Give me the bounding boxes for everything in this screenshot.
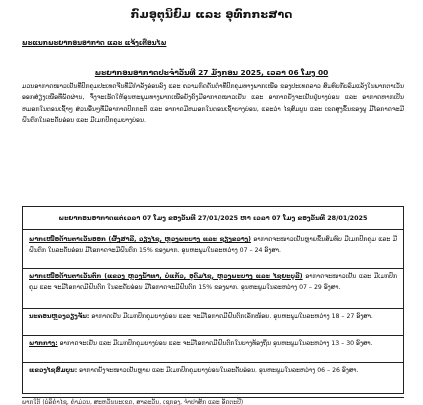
region-name: ນະຄອນຫຼວງວຽງຈັນ:	[29, 313, 90, 320]
region-text: ອາກາດຈະໜາວເຢັນຫຼາຍຂຶ້ນສົມທົບ ມີເມກປົກຄຸມ ແລະ ມີຝົນຕົກ ໃນລະດັບອ່ອນ ມີໂອກາດຈະມີຝົນຕົກ 15% ຂອງພາກ. ອຸນຫະພູມໃນລະຫວ່າງ 07 – 24 ອົງສາ.	[29, 236, 398, 255]
region-name: ແຂວງໄຊສົມບູນ:	[29, 367, 78, 374]
divider	[23, 362, 403, 363]
region-xaisomboun	[29, 365, 397, 376]
region-north-west	[29, 271, 397, 294]
next-region-cutoff: ພາກໃຕ້ (ບໍລິຄຳໄຊ, ຄຳມ່ວນ, ສະຫວັນນະເຂດ, ສາລະວັນ, ເຊກອງ, ຈຳປາສັກ ແລະ ອັດຕະປື)	[22, 397, 404, 405]
intro-paragraph: ມວນອາກາດໜາວເຢັນທີ່ປົກຄຸມປະເທດຈີນທີ່ມີກຳລັງອ່ອນລົງ ແລະ ຄວາມກົດດັນຕ່ຳທີ່ປົກຄຸມທາງພາກເໜືອ ຂອງປະເທດລາວ ສົມທົບກັບລົມແລ້ງໃນພາກຕາເວັນອອກສ່ຽງເໜືອທີ່ພັດຜ່ານ, ຈຶ່ງຈະເຮັດໃຫ້ອຸນຫະພູມທາງພາກເໜືອຍັງຄົງມີອາກາດໜາວເຢັນ ແລະ ອາກາດຍັງຈະເຢັນຢູ່ບາງບ່ອນ ແລະ ອາກາດຫາກເປັນຫມອກໃນຕອນເຊົ້າໆ ສ່ວນອື່ນໆທີ່ມີອາກາດປົກກະຕິ ແລະ ອາກາດມີຫມອກໃນຕອນເຊົ້າບາງບ່ອນ, ແລະວ່າ ໄຊສົມບູນ ແລະ ເຂດສູງຂຶ້ນຂອງພູ ມີໂອກາດຈະມີຝົນຕົກໃນລະດັບອ່ອນ ແລະ ມີເມກປົກຄຸມບາງບ່ອນ.	[22, 83, 404, 124]
divider	[23, 268, 403, 269]
region-vientiane-capital	[29, 311, 397, 322]
forecast-period-header: ພະຍາກອນອາກາດແຕ່ເວລາ 07 ໂມງ ຂອງວັນທີ 27/01/2025 ຫາ ເວລາ 07 ໂມງ ຂອງວັນທີ 28/01/2025	[23, 207, 403, 230]
department-heading: ພະແນກພະຍາກອນອາກາດ ແລະ ແຈ້ງເຕືອນໄພ	[22, 39, 167, 47]
region-name: ພາກເໜືອດ້ານຕາເວັນອອກ (ຜົ້ງສາລີ, ວຽງໄຊ, ຫຼວງພະບາງ ແລະ ຊຽງຂວາງ)	[29, 236, 252, 243]
region-north-east	[29, 234, 397, 257]
region-text: ອາກາດຈະໜາວເຢັນ ແລະ ມີເມກປົກຄຸມ ແລະ ຈະມີໂອກາດມີຝົນຕົກ ໃນລະດັບອ່ອນ ມີໂອກາດຈະມີຝົນຕົກ 15% ຂອງພາກ. ອຸນຫະພູມໃນລະຫວ່າງ 07 – 29 ອົງສາ.	[29, 273, 397, 292]
region-name: ພາກກາງ:	[29, 340, 58, 347]
ministry-heading: ກົມອຸຕຸນິຍົມ ແລະ ອຸທົກກະສາດ	[130, 8, 293, 21]
region-name: ພາກເໜືອດ້ານຕາເວັນຕົກ (ແຂວງ ຫຼວງນ້ຳທາ, ບໍ່ແກ້ວ, ອຸດົມໄຊ, ຫຼວງພະບາງ ແລະ ໄຊຍະບູລີ)	[29, 273, 303, 280]
region-text: ອາກາດຈະເຢັນ ແລະ ມີເມກປົກຄຸມບາງບ່ອນ ແລະ ຈະມີໂອກາດມີຝົນຕົກໃນບາງທ້ອງຖິ່ນ ອຸນຫະພູມໃນລະຫວ່າງ 13 – 30 ອົງສາ.	[59, 340, 373, 347]
report-title: ພະຍາກອນອາກາດປະຈຳວັນທີ 27 ມັງກອນ 2025, ເວລາ 06 ໂມງ 00	[94, 68, 329, 77]
divider	[23, 308, 403, 309]
region-text: ອາກາດຍັງຈະໜາວເຢັນຫຼາຍ ແລະ ມີເມກປົກຄຸມບາງບ່ອນໃນລະດັບອ່ອນ. ອຸນຫະພູມໃນລະຫວ່າງ 06 – 26 ອົງສາ.	[79, 367, 359, 374]
region-text: ອາກາດເຢັນ ມີເມກປົກຄຸມບາງບ່ອນ ແລະ ຈະມີໂອກາດມີຝົນຕົກເລັກໜ້ອຍ. ອຸນຫະພູມໃນລະຫວ່າງ 18 – 27 ອົງສາ.	[91, 313, 373, 320]
divider	[23, 335, 403, 336]
region-central	[29, 338, 397, 349]
forecast-table	[22, 206, 404, 394]
